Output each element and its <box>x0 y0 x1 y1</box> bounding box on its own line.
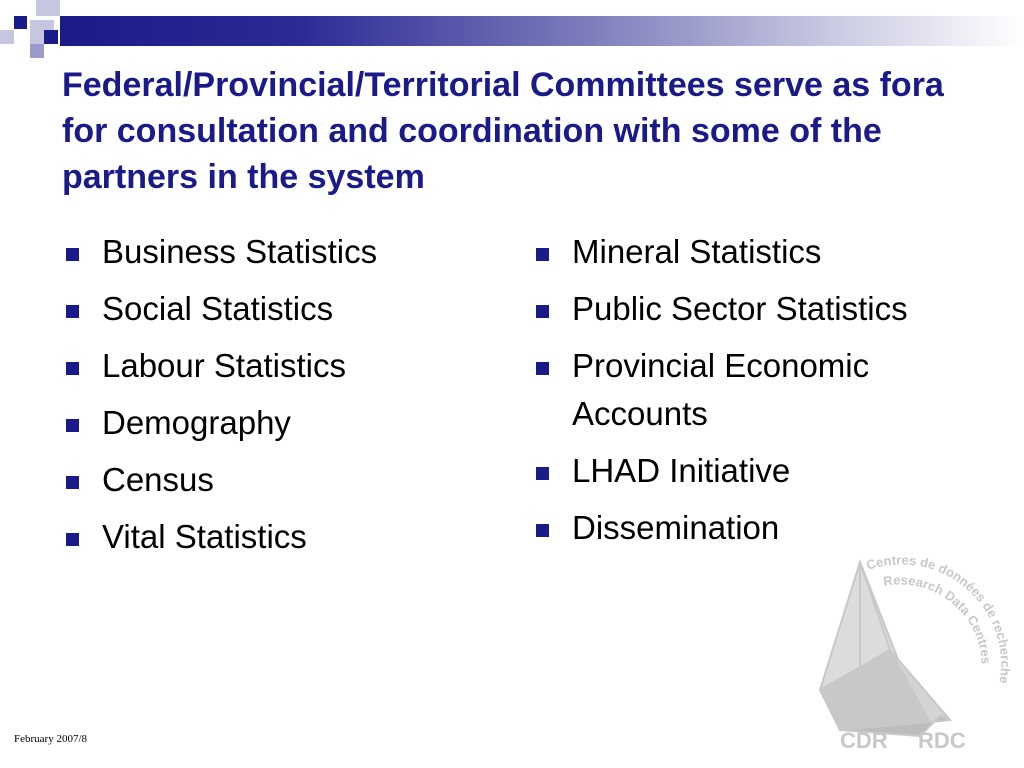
logo-arc-text-fr: Centres de données de recherche <box>864 552 1014 685</box>
list-item-text: Public Sector Statistics <box>572 290 908 327</box>
footer-date: February 2007/8 <box>14 733 88 745</box>
decor-square <box>44 30 58 44</box>
list-item <box>534 342 954 438</box>
bullet-list-right <box>534 228 954 561</box>
list-item-text: Vital Statistics <box>102 518 307 555</box>
square-bullet-icon <box>66 419 79 432</box>
square-bullet-icon <box>66 248 79 261</box>
logo-abbr-en: CDR <box>840 728 888 753</box>
list-item <box>64 399 484 447</box>
square-bullet-icon <box>536 524 549 537</box>
list-item-text: Provincial Economic Accounts <box>572 347 870 432</box>
list-item-text: Census <box>102 461 214 498</box>
list-item-text: Dissemination <box>572 509 780 546</box>
rdc-logo <box>800 540 1024 768</box>
list-item <box>534 285 954 333</box>
slide-title: Federal/Provincial/Territorial Committees serve as fora for consultation and coordination with some of the partners in the system <box>62 66 944 196</box>
list-item-text: LHAD Initiative <box>572 452 791 489</box>
square-bullet-icon <box>66 533 79 546</box>
list-item <box>64 342 484 390</box>
list-item <box>64 228 484 276</box>
square-bullet-icon <box>536 248 549 261</box>
list-item <box>534 447 954 495</box>
list-item-text: Social Statistics <box>102 290 334 327</box>
decor-square <box>0 30 14 44</box>
bullet-list-left <box>64 228 484 570</box>
decor-square <box>30 44 44 58</box>
list-item-text: Labour Statistics <box>102 347 346 384</box>
decor-square <box>14 16 27 29</box>
list-item-text: Business Statistics <box>102 233 378 270</box>
square-bullet-icon <box>536 305 549 318</box>
list-item <box>64 285 484 333</box>
square-bullet-icon <box>536 362 549 375</box>
list-item-text: Mineral Statistics <box>572 233 822 270</box>
square-bullet-icon <box>66 362 79 375</box>
list-item-text: Demography <box>102 404 291 441</box>
decor-square <box>36 0 60 16</box>
header-gradient-bar <box>60 16 1024 46</box>
square-bullet-icon <box>66 476 79 489</box>
logo-arc-text-en: Research Data Centres <box>882 572 994 665</box>
list-item <box>64 513 484 561</box>
logo-abbr-fr: RDC <box>918 728 966 753</box>
list-item <box>64 456 484 504</box>
square-bullet-icon <box>66 305 79 318</box>
square-bullet-icon <box>536 467 549 480</box>
list-item <box>534 228 954 276</box>
